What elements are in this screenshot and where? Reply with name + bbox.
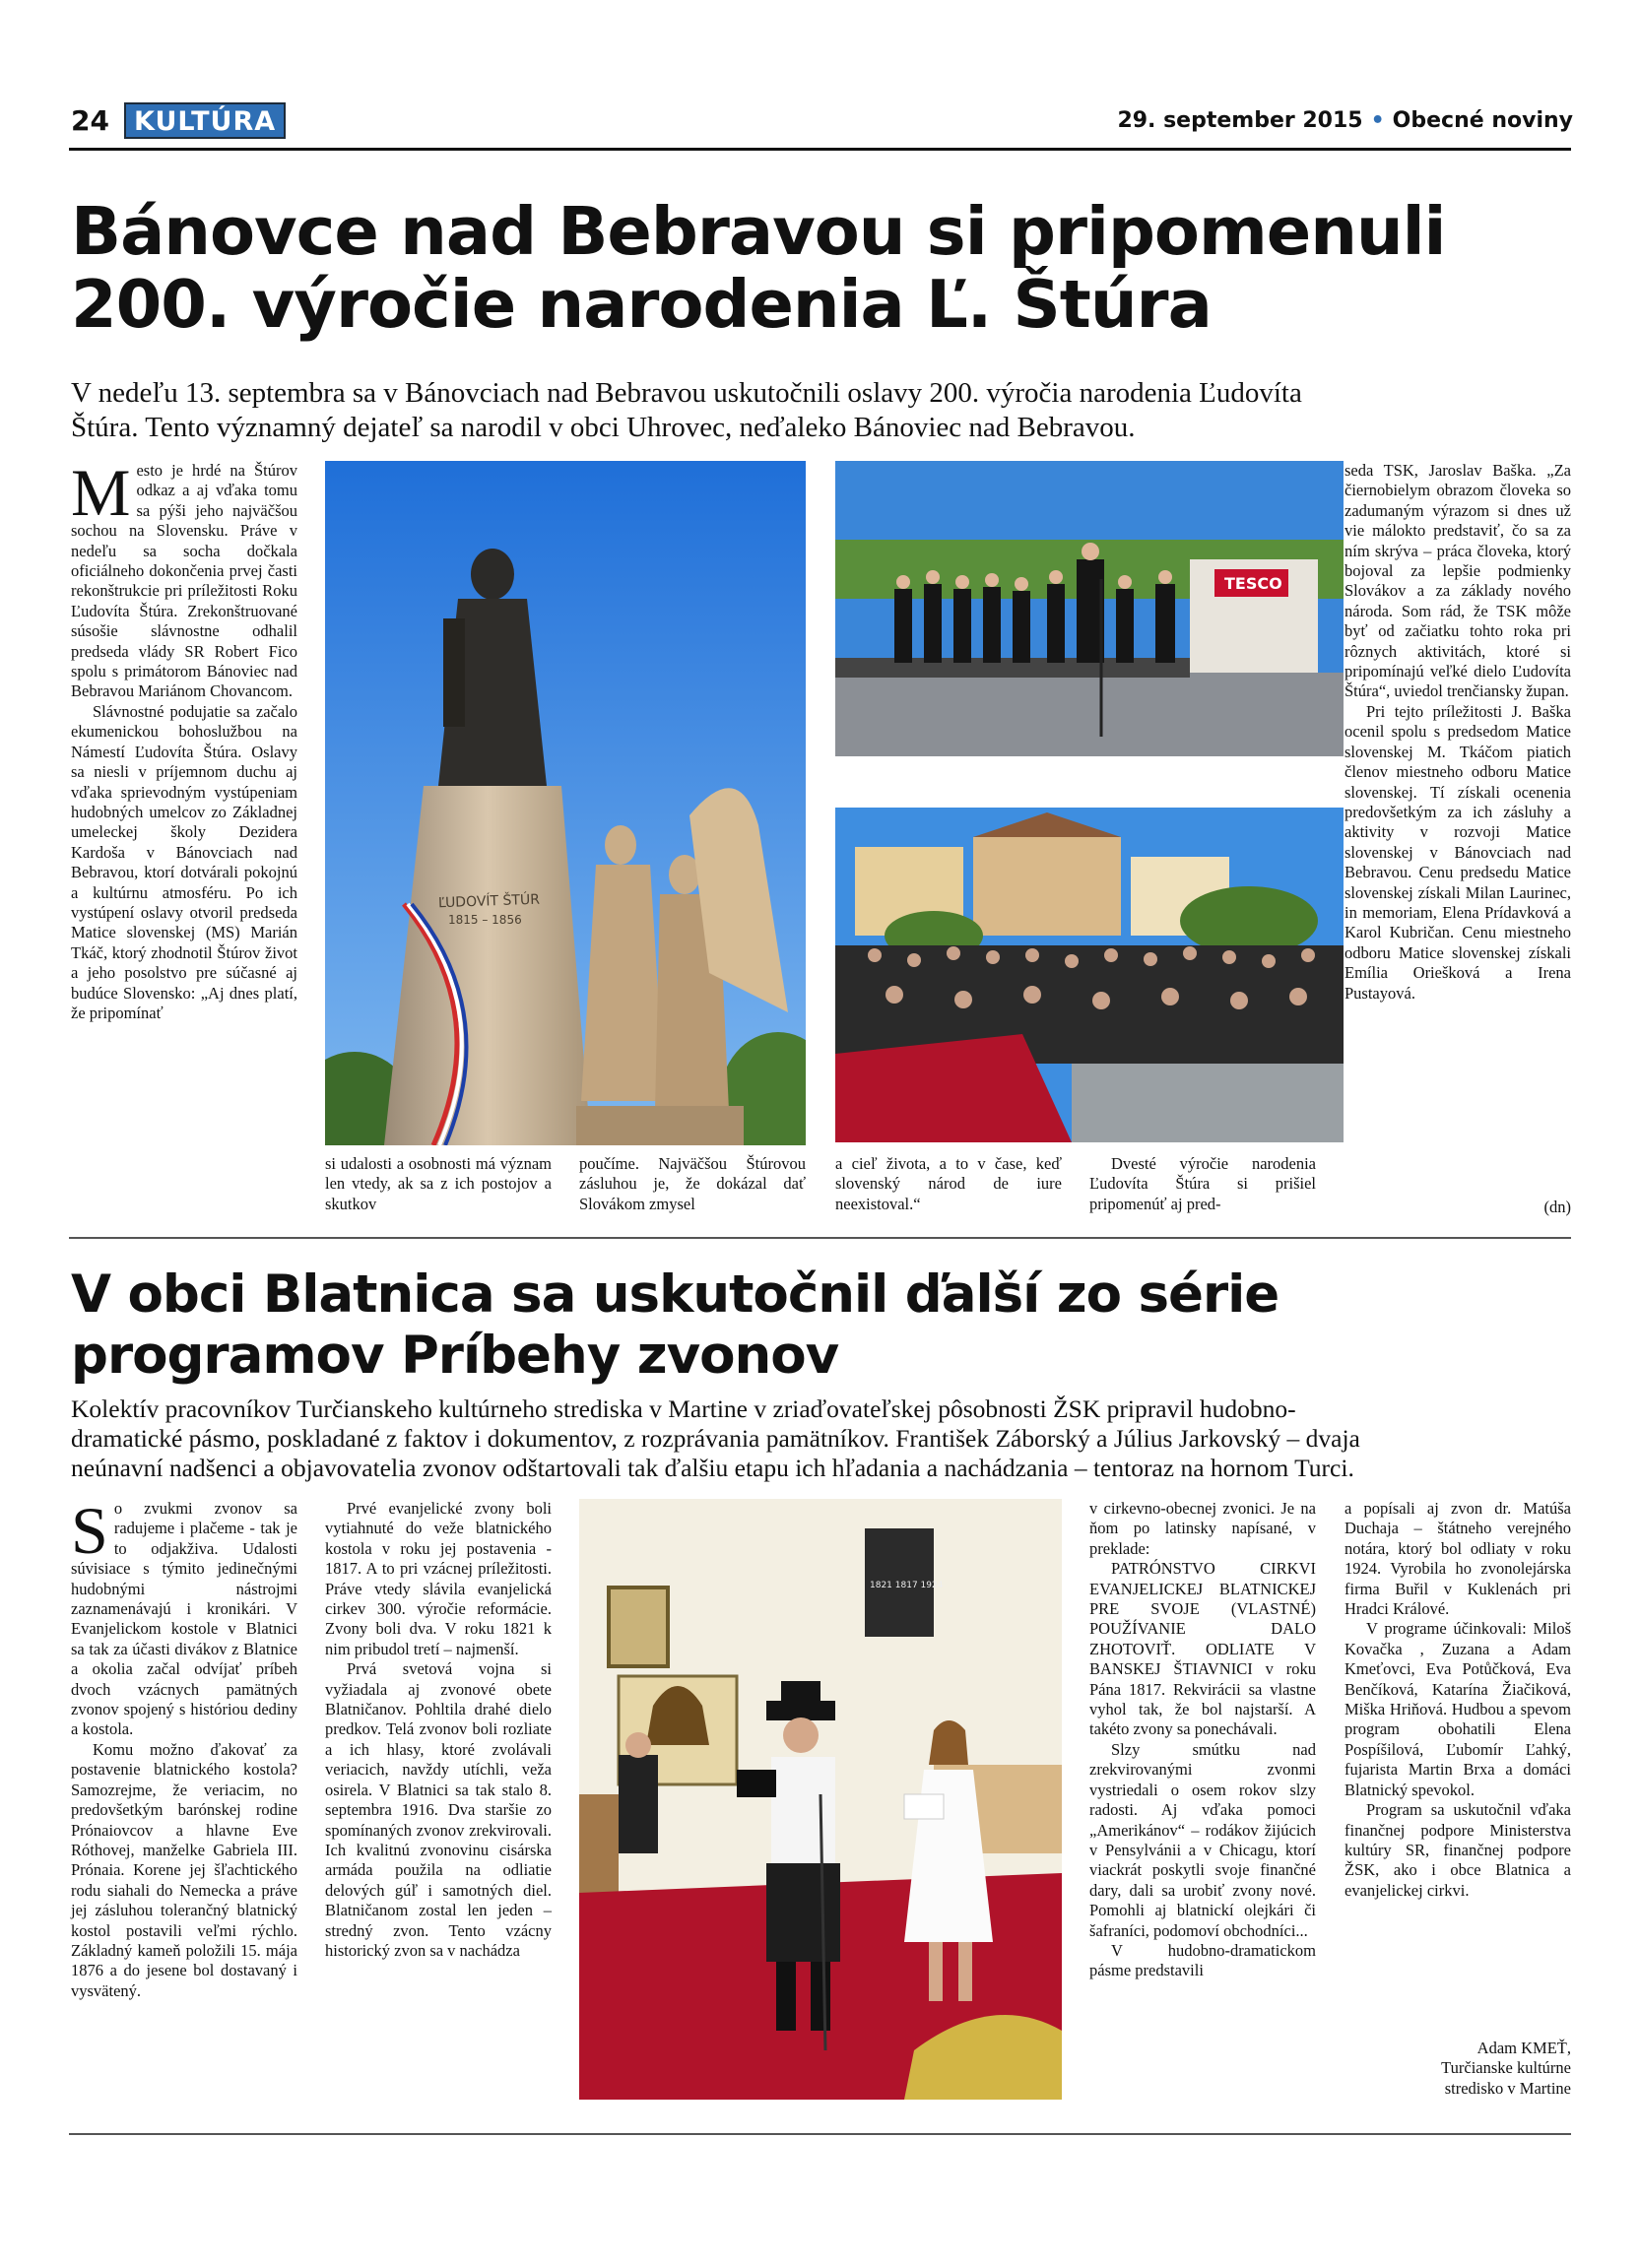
article2-lead-line2: dramatické pásmo, poskladané z faktov i dokumentov, z rozprávania pamätníkov. František Záborský a Július Jarkovský – dvaja [71,1424,1360,1453]
section-label: KULTÚRA [124,102,286,139]
article2-title-line1: V obci Blatnica sa uskutočnil ďalší zo série [71,1264,1279,1325]
article2-col4-paragraph2: V programe účinkovali: Miloš Kovačka , Zuzana a Adam Kmeťovci, Eva Potůčková, Eva Benčíková, Katarína Žiačiková, Miška Hriňová. Hudbou a spevom program obohatili Elena Pospíšilová, Ľubomír Ľahký, fujarista Martin Brxa a domáci Blatnický spevokol. [1345,1619,1571,1799]
article2-col4-paragraph1: a popísali aj zvon dr. Matúša Duchaja – štátneho verejného notára, ktorý bol odliaty v roku 1924. Vyrobila ho zvonolejárska firma Buřil v Kuklenách pri Hradci Králové. [1345,1499,1571,1619]
article1-title-line1: Bánovce nad Bebravou si pripomenuli [71,193,1446,270]
article1-col6-paragraph2: Pri tejto príležitosti J. Baška ocenil spolu s predsedom Matice slovenskej M. Tkáčom piatich členov miestneho odboru Matice slovenskej. Tí získali ocenenia predovšetkým za ich zásluhy a aktivity v rozvoji Matice slovenskej v Bánovciach nad Bebravou. Cenu predsedu Matice slovenskej získali Milan Laurinec, in memoriam, Elena Prídavková a Karol Kubričan. Cenu miestneho odboru Matice slovenskej získali Emília Oriešková a Irena Pustayová. [1345,701,1571,1003]
photo-stur-statue [325,461,806,1145]
article1-col2-text: si udalosti a osobnosti má význam len vtedy, ak sa z ich postojov a skutkov [325,1154,552,1213]
article2-col3-paragraph1: v cirkevno-obecnej zvonici. Je na ňom po latinsky napísané, v preklade: [1089,1499,1316,1558]
article1-col4-text: a cieľ života, a to v čase, keď slovenský národ de iure neexistoval.“ [835,1154,1062,1213]
article2-column-1 [71,1493,297,2001]
article2-lead-line3: neúnavní nadšenci a objavovatelia zvonov odštartovali tak ďalšiu etapu ich hľadania a nachádzania – tentoraz na hornom Turci. [71,1454,1354,1482]
article1-signature: (dn) [1543,1198,1571,1216]
dropcap: M [71,455,131,530]
article1-column-5 [1089,1154,1316,1214]
article1-col1-paragraph2: Slávnostné podujatie sa začalo ekumenickou bohoslužbou na Námestí Ľudovíta Štúra. Oslavy sa niesli v príjemnom duchu aj vďaka sprievodným vystúpeniam hudobných umelcov zo Základnej umeleckej školy Dezidera Kardoša v Bánovciach nad Bebravou, ktorí dotvárali pokojnú a kultúrnu atmosféru. Po ich vystúpení oslavy otvoril predseda Matice slovenskej (MS) Marián Tkáč, ktorý zhodnotil Štúrov život a jeho posolstvo pre súčasné aj budúce Slovensko: „Aj dnes platí, že pripomínať [71,701,297,1022]
article2-column-2 [325,1499,552,1961]
article2-col3-paragraph3: Slzy smútku nad zrekvirovanými zvonmi vystriedali o osem rokov slzy radosti. Aj vďaka pomoci „Amerikánov“ – rodákov žijúcich v Pensylvánii a v Chicagu, ktorí viackrát poskytli svoje finančné dary, dali sa urobiť zvony nové. Pomohli aj blatnickí olejkári či šafraníci, podomoví obchodníci... [1089,1739,1316,1940]
issue-date: 29. september 2015 [1117,108,1363,133]
article2-col4-paragraph3: Program sa uskutočnil vďaka finančnej podpore Ministerstva kultúry SR, finančnej podpore ŽSK, ako i obce Blatnica a evanjelickej cirkvi. [1345,1800,1571,1900]
article2-col3-paragraph4: V hudobno-dramatickom pásme predstavili [1089,1940,1316,1980]
issue-info [1117,108,1573,133]
article2-col3-paragraph2: PATRÓNSTVO CIRKVI EVANJELICKEJ BLATNICKEJ PRE SVOJE (VLASTNÉ) POUŽÍVANIE DALO ZHOTOVIŤ. ODLIATE V BANSKEJ ŠTIAVNICI v roku Pána 1817. Rekvirácii sa vlastne vyhol tak, že bol najstarší. A takéto zvony sa ponechávali. [1089,1559,1316,1739]
photo-church-performance [579,1499,1062,2100]
statue-inscription-name: ĽUDOVÍT ŠTÚR [437,891,541,912]
bottom-rule [69,2133,1571,2135]
article2-column-4 [1345,1499,1571,1901]
page-number: 24 [71,104,109,137]
dropcap-s: S [71,1493,108,1568]
article-divider [69,1237,1571,1239]
signature-name: Adam KMEŤ, [1476,2039,1571,2057]
article2-col1-paragraph2: Komu možno ďakovať za postavenie blatnického kostola? Samozrejme, že veriacim, no predovšetkým barónskej rodine Prónaiovcov a hlavne Eve Róthovej, manželke Gabriela III. Prónaia. Korene jej šľachtického rodu siahali do Nemecka a práve jej zásluhou tolerančný blatnický kostol postavili veľmi rýchlo. Základný kameň položili 15. mája 1876 a do jesene bol dostavaný i vysvätený. [71,1739,297,2000]
signature-org-line1: Turčianske kultúrne [1441,2058,1571,2078]
article1-col6-paragraph1: seda TSK, Jaroslav Baška. „Za čiernobielym obrazom človeka so zadumaným výrazom si dnes už vie málokto predstaviť, čo sa za ním skrýva – práca človeka, ktorý bojoval za lepšie podmienky Slovákov a za základy nového národa. Som rád, že TSK môže byť od začiatku tohto roka pri rôznych aktivitách, ktoré si pripomínajú veľké dielo Ľudovíta Štúra“, uviedol trenčiansky župan. [1345,461,1571,701]
stage-photo-sign: TESCO [1224,574,1282,593]
hymn-board-numbers: 1821 1817 1924 [870,1581,944,1590]
article1-column-6 [1345,461,1571,1004]
article1-lead [71,376,1573,445]
publication-name: Obecné noviny [1392,108,1573,133]
article2-column-3 [1089,1499,1316,1981]
article2-title-line2: programov Príbehy zvonov [71,1326,839,1386]
article2-lead [71,1394,1573,1483]
article2-col2-paragraph1: Prvé evanjelické zvony boli vytiahnuté do veže blatnického kostola v roku jej postavenia - 1817. A to pri vzácnej príležitosti. Práve vtedy slávila evanjelická cirkev 300. výročie reformácie. Zvony boli dva. V roku 1821 k nim pribudol tretí – najmenší. [325,1499,552,1658]
article1-column-4 [835,1154,1062,1214]
article2-col2-paragraph2: Prvá svetová vojna si vyžiadala aj zvonové obete Blatničanov. Pohltila drahé dielo predkov. Telá zvonov boli rozliate a ich hlasy, ktoré zvolávali veriacich, navždy utíchli, veža osirela. V Blatnici sa tak stalo 8. septembra 1916. Dva staršie zo spomínaných zvonov zrekvirovali. Ich kvalitnú zvonovinu cisárska armáda použila na odliatie delových gúľ i samotných diel. Blatničanom zostal len jeden – stredný zvon. Tento vzácny historický zvon sa v nachádza [325,1659,552,1960]
article1-column-2 [325,1154,552,1214]
article1-lead-line2: Štúra. Tento významný dejateľ sa narodil v obci Uhrovec, neďaleko Bánoviec nad Bebravou. [71,412,1136,443]
photo-audience-crowd [835,808,1344,1142]
article1-lead-line1: V nedeľu 13. septembra sa v Bánovciach nad Bebravou uskutočnili oslavy 200. výročia narodenia Ľudovíta [71,377,1302,409]
article1-title [71,195,1446,341]
article2-col1-paragraph1: o zvukmi zvonov sa radujeme i plačeme - tak je to odjakživa. Udalosti súvisiace s týmito jedinečnými hudobnými nástrojmi zaznamenávajú i kronikári. V Evanjelickom kostole v Blatnici sa tak za účasti divákov z Blatnice a okolia začal odvíjať príbeh dvoch vzácnych pamätných zvonov spojený s históriou dediny a kostola. [71,1499,297,1739]
statue-inscription-years: 1815 – 1856 [448,913,522,927]
article1-column-3 [579,1154,806,1214]
article1-column-1 [71,455,297,1023]
separator-dot: • [1370,108,1385,133]
article1-title-line2: 200. výročie narodenia Ľ. Štúra [71,266,1212,343]
header-rule [69,148,1571,151]
article1-col5-text: Dvesté výročie narodenia Ľudovíta Štúra si prišiel pripomenúť aj pred- [1089,1154,1316,1213]
article1-col3-text: poučíme. Najväčšou Štúrovou zásluhou je, že dokázal dať Slovákom zmysel [579,1154,806,1213]
signature-org-line2: stredisko v Martine [1444,2078,1571,2098]
photo-stage-performance [835,461,1344,756]
article2-title [71,1264,1279,1387]
article2-lead-line1: Kolektív pracovníkov Turčianskeho kultúrneho strediska v Martine v zriaďovateľskej pôsobnosti ŽSK pripravil hudobno- [71,1394,1296,1423]
article2-signature [1345,2039,1571,2099]
article1-col1-paragraph1: esto je hrdé na Štúrov odkaz a aj vďaka tomu sa pýši jeho najväčšou sochou na Slovensku. Práve v nedeľu sa socha dočkala oficiálneho dokončenia prvej časti rekonštrukcie pri príležitosti Roku Ľudovíta Štúra. Zrekonštruované súsošie slávnostne odhalil predseda vlády SR Robert Fico spolu s primátorom Bánoviec nad Bebravou Mariánom Chovancom. [71,461,297,701]
